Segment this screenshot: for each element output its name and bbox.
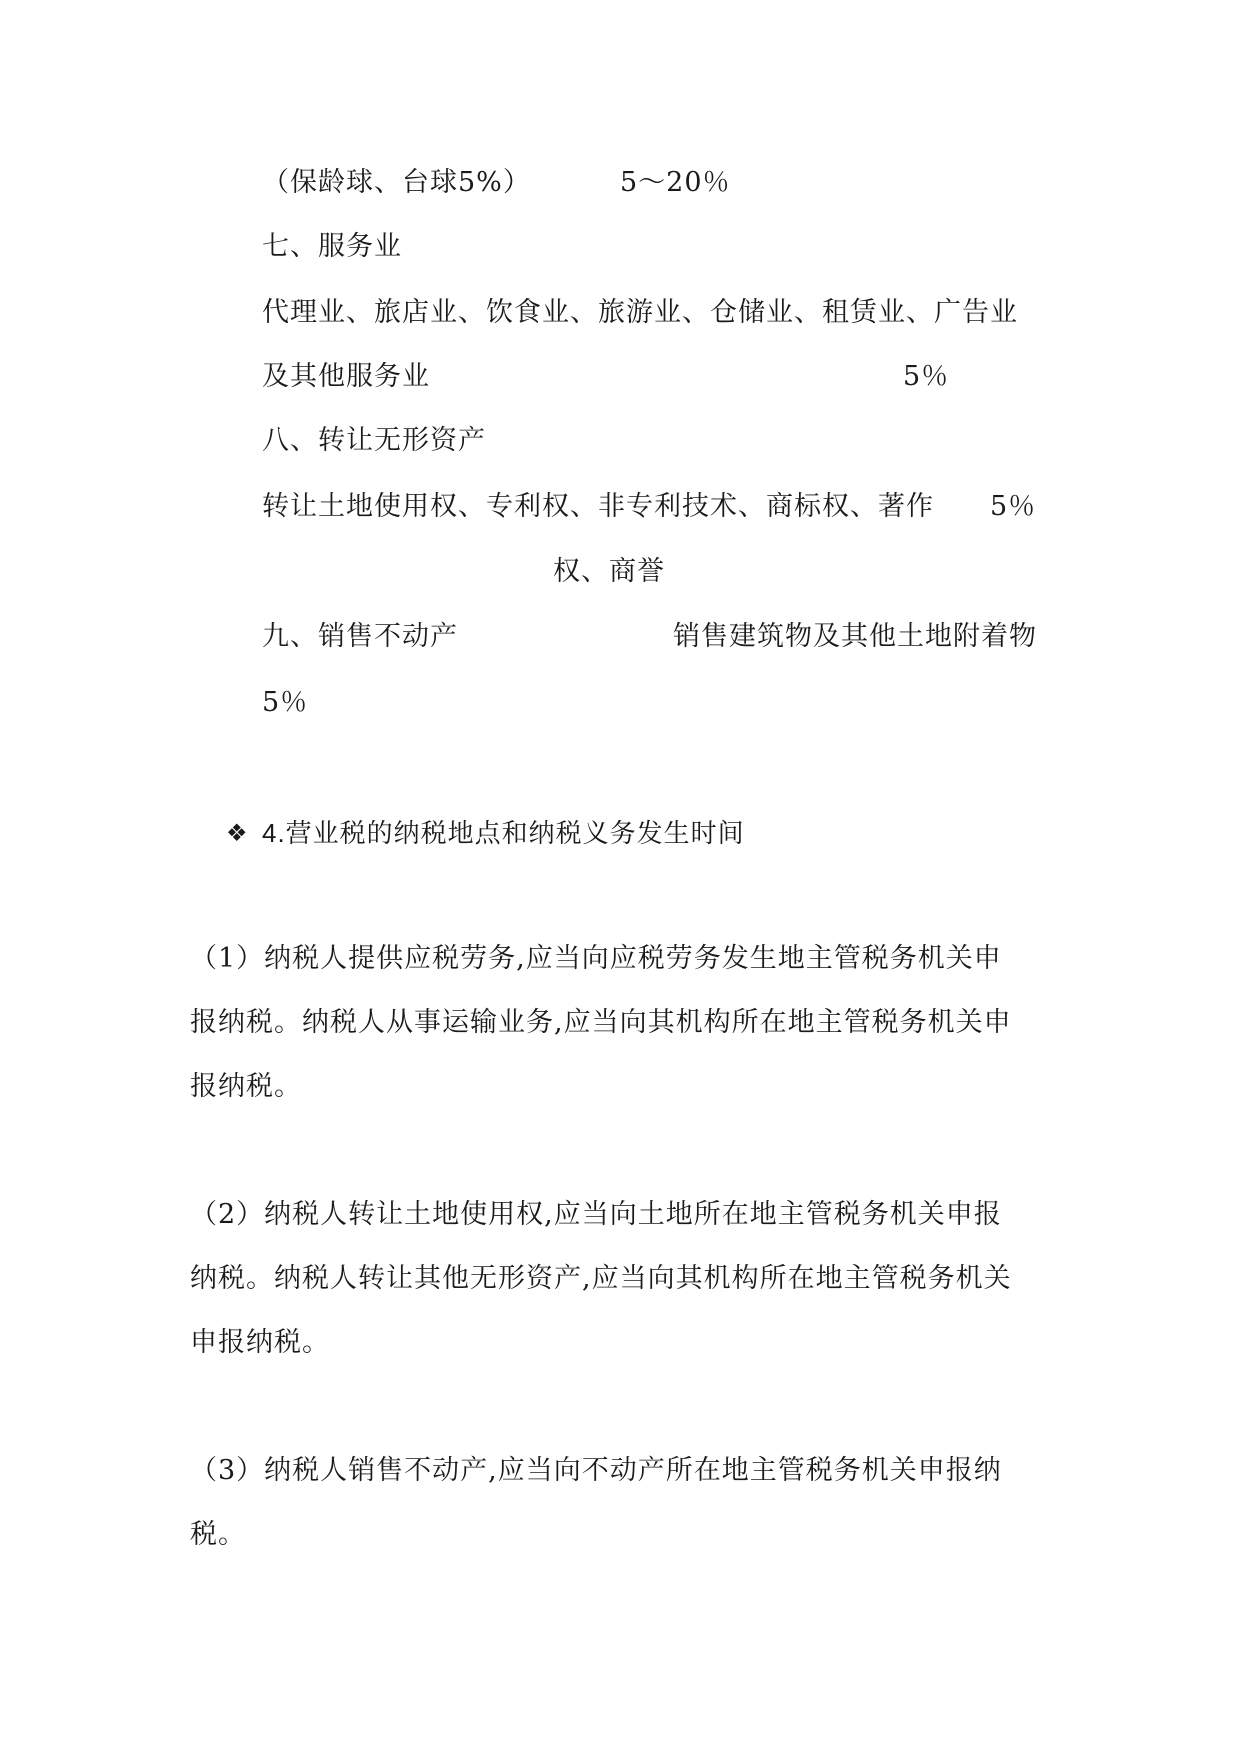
section9-rate: 5％ (262, 687, 309, 718)
paragraph-3-line1: （3）纳税人销售不动产,应当向不动产所在地主管税务机关申报纳 (190, 1455, 1002, 1486)
paragraph-1-line1: （1）纳税人提供应税劳务,应当向应税劳务发生地主管税务机关申 (190, 943, 1002, 974)
section8-items-line1: 转让土地使用权、专利权、非专利技术、商标权、著作 (262, 491, 934, 522)
section7-title: 七、服务业 (262, 231, 402, 262)
entertainment-note: （保龄球、台球5%） (262, 167, 531, 198)
section8-rate: 5％ (990, 491, 1037, 522)
diamond-bullet-icon: ❖ (226, 819, 248, 847)
paragraph-2-line2: 纳税。纳税人转让其他无形资产,应当向其机构所在地主管税务机关 (190, 1263, 1012, 1294)
section8-title: 八、转让无形资产 (262, 425, 486, 456)
paragraph-1-line3: 报纳税。 (190, 1071, 302, 1102)
section9-items: 销售建筑物及其他土地附着物 (673, 621, 1037, 652)
section7-items-line1: 代理业、旅店业、饮食业、旅游业、仓储业、租赁业、广告业 (262, 297, 1018, 328)
section-heading: 4.营业税的纳税地点和纳税义务发生时间 (262, 818, 745, 848)
paragraph-2-line3: 申报纳税。 (190, 1327, 330, 1358)
paragraph-3-line2: 税。 (190, 1519, 246, 1550)
section7-rate: 5％ (903, 361, 950, 392)
section9-title: 九、销售不动产 (262, 621, 458, 652)
section8-items-line2: 权、商誉 (553, 556, 665, 587)
entertainment-rate: 5～20％ (620, 167, 731, 198)
section7-items-line2: 及其他服务业 (262, 361, 430, 392)
paragraph-2-line1: （2）纳税人转让土地使用权,应当向土地所在地主管税务机关申报 (190, 1199, 1002, 1230)
paragraph-1-line2: 报纳税。纳税人从事运输业务,应当向其机构所在地主管税务机关申 (190, 1007, 1012, 1038)
